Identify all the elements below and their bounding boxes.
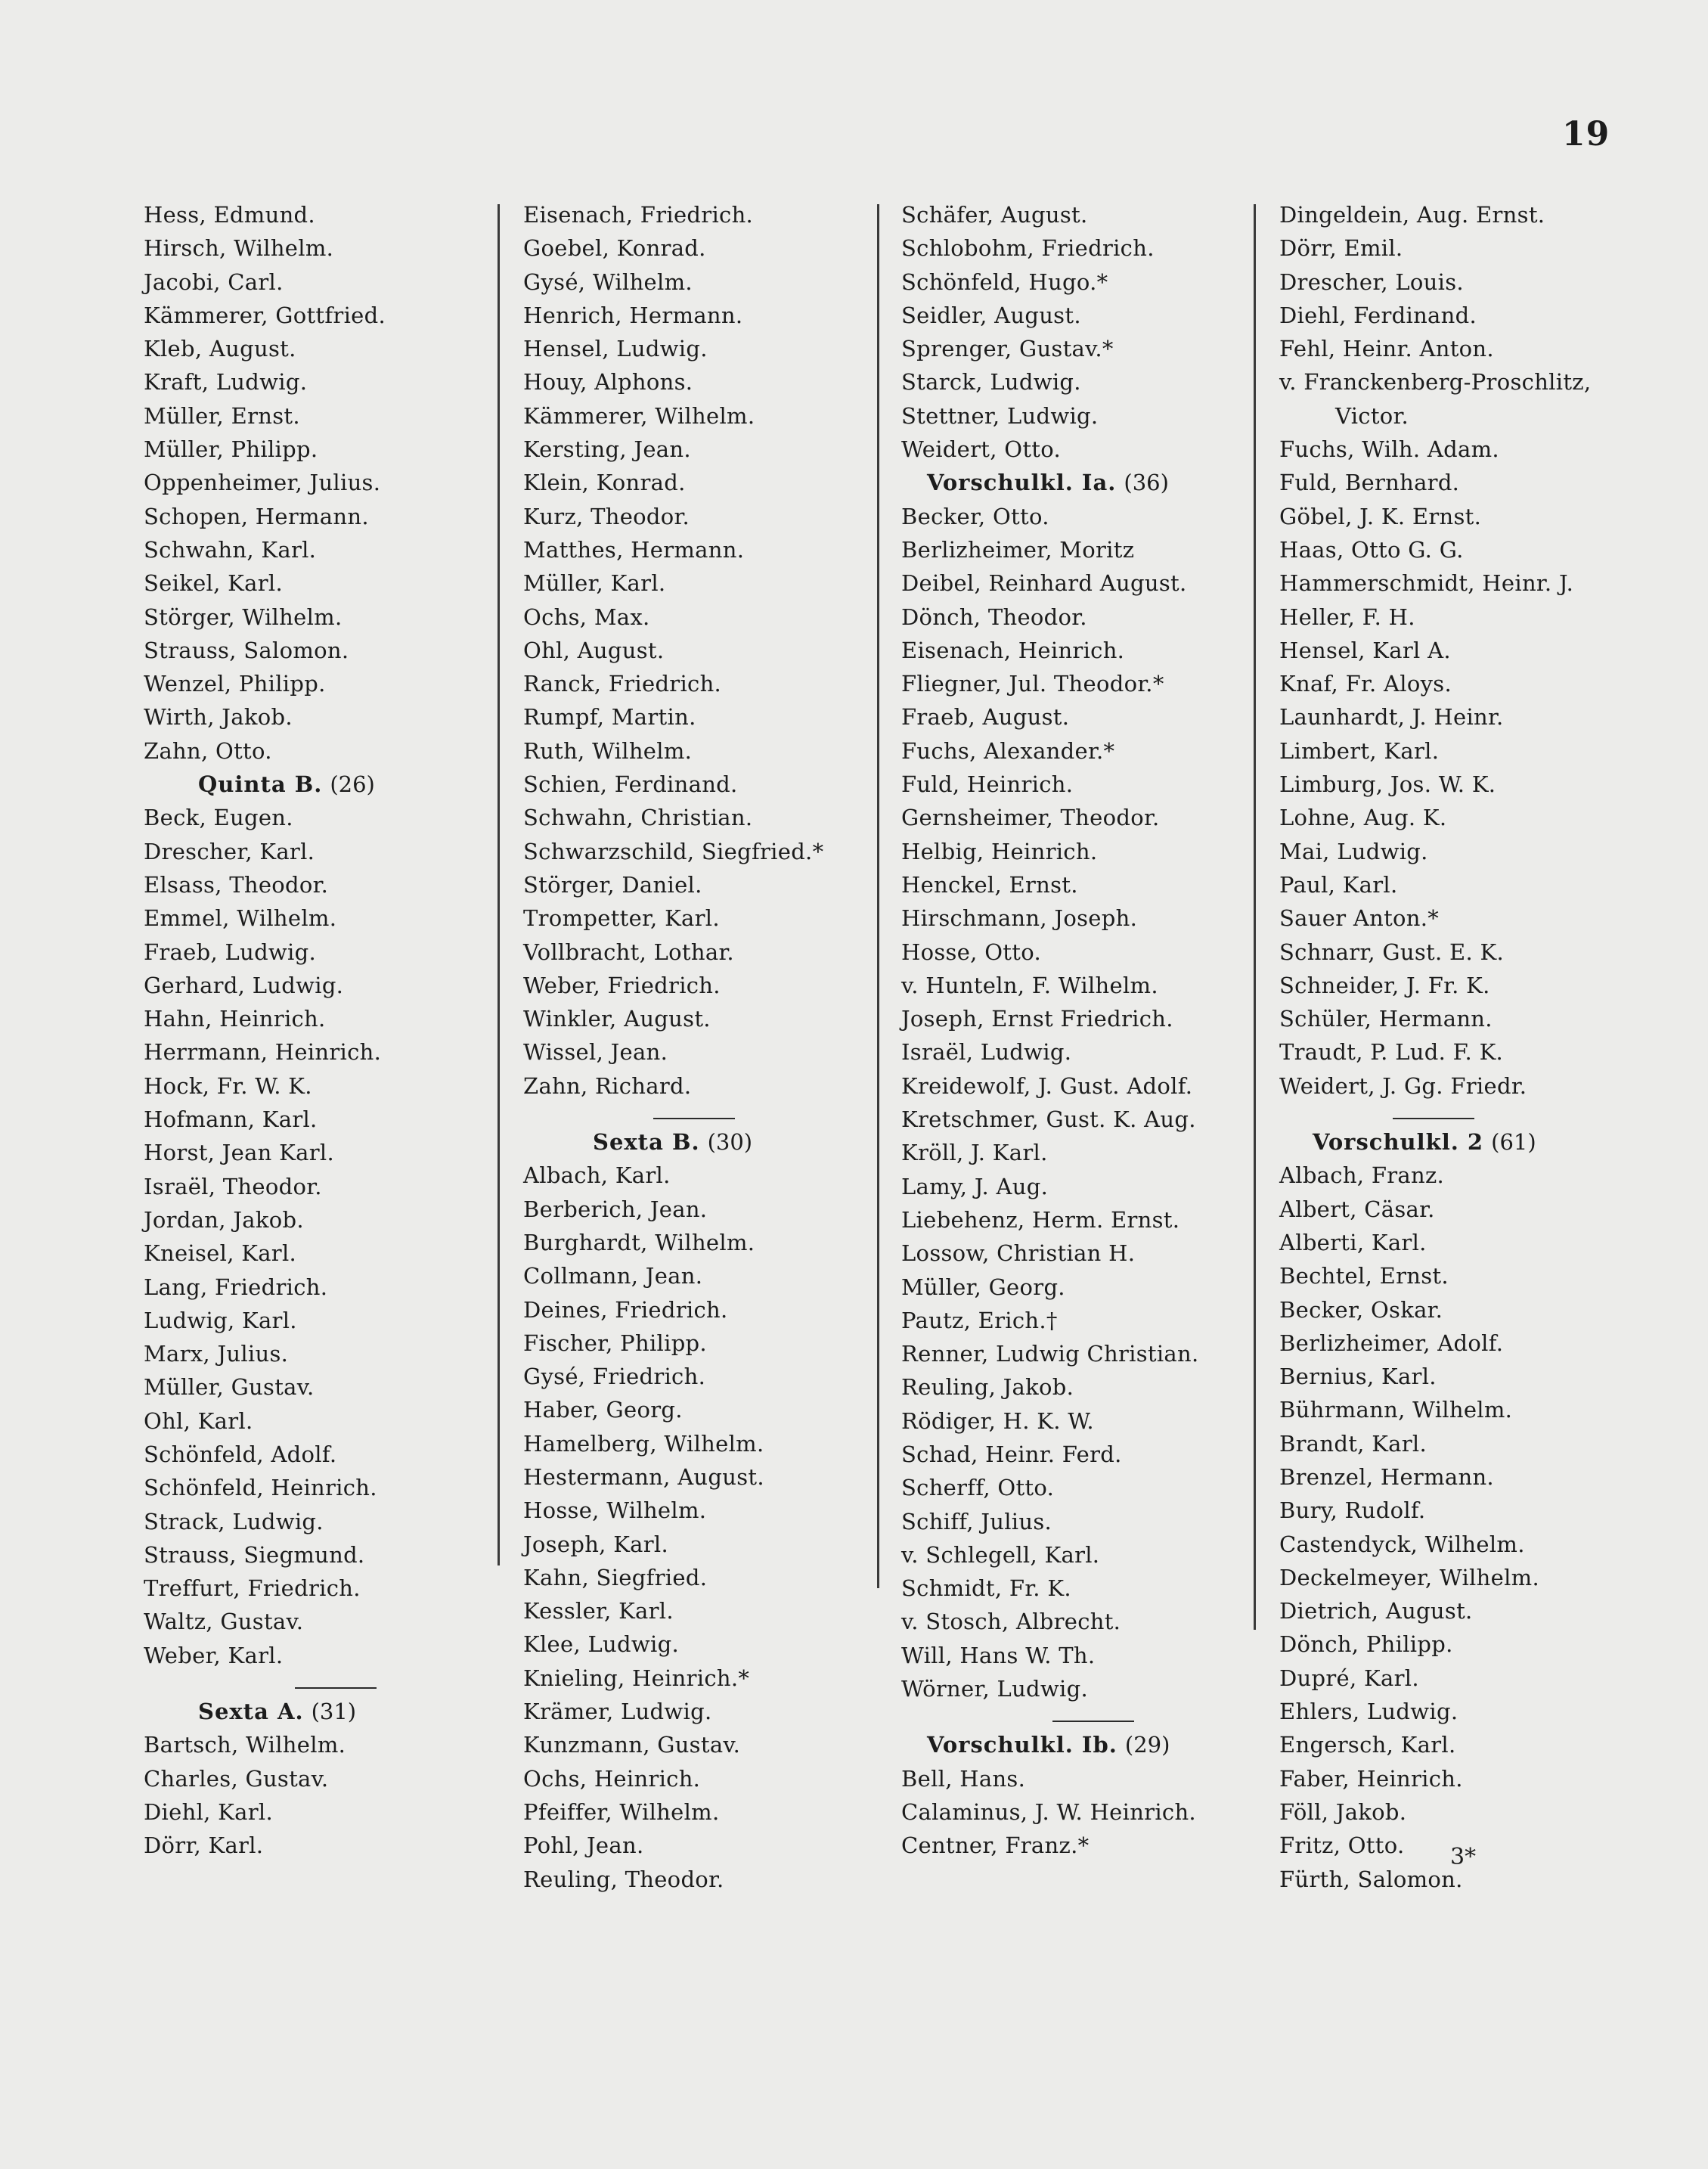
class-name: Vorschulkl. Ib. <box>927 1732 1117 1758</box>
student-name: Fliegner, Jul. Theodor.* <box>901 671 1164 697</box>
student-name: Hirsch, Wilhelm. <box>144 235 334 262</box>
class-heading <box>1279 1125 1616 1159</box>
student-name: Lamy, J. Aug. <box>901 1173 1049 1199</box>
student-name: Störger, Daniel. <box>523 871 702 898</box>
student-name: Diehl, Ferdinand. <box>1279 302 1477 328</box>
student-name: Rumpf, Martin. <box>523 704 696 731</box>
name-column-3 <box>901 198 1272 1863</box>
class-heading <box>144 1695 514 1728</box>
student-name: Müller, Karl. <box>523 570 666 597</box>
student-name: Mai, Ludwig. <box>1279 838 1428 864</box>
student-name: Dupré, Karl. <box>1279 1665 1419 1691</box>
student-name: Ruth, Wilhelm. <box>523 737 693 764</box>
student-name: Ludwig, Karl. <box>144 1307 297 1333</box>
class-count: (31) <box>311 1699 357 1725</box>
class-count: (36) <box>1124 470 1169 496</box>
student-name: Limbert, Karl. <box>1279 737 1440 764</box>
student-name: Seikel, Karl. <box>144 570 283 597</box>
student-name: Limburg, Jos. W. K. <box>1279 771 1496 798</box>
student-name: Dönch, Theodor. <box>901 604 1087 630</box>
class-count: (26) <box>330 771 375 798</box>
student-name: Joseph, Ernst Friedrich. <box>901 1006 1173 1032</box>
student-name: Fuld, Heinrich. <box>901 771 1074 798</box>
section-separator <box>1393 1118 1474 1119</box>
student-name: Matthes, Hermann. <box>523 536 745 563</box>
student-name: Israël, Theodor. <box>144 1173 322 1199</box>
student-name: Müller, Georg. <box>901 1274 1065 1300</box>
student-name: Starck, Ludwig. <box>901 369 1081 396</box>
student-name: Reuling, Theodor. <box>523 1866 724 1892</box>
sheet-signature: 3* <box>1450 1844 1477 1870</box>
student-name: Störger, Wilhelm. <box>144 604 343 630</box>
student-name: Drescher, Karl. <box>144 838 315 864</box>
student-name: Engersch, Karl. <box>1279 1732 1456 1758</box>
student-name: Berberich, Jean. <box>523 1196 708 1222</box>
student-name: Schopen, Hermann. <box>144 503 369 529</box>
student-name: Jordan, Jakob. <box>144 1206 304 1233</box>
student-name: Schien, Ferdinand. <box>523 771 738 798</box>
student-name: Kraft, Ludwig. <box>144 369 308 396</box>
student-name: v. Stosch, Albrecht. <box>901 1609 1121 1635</box>
student-name: Bechtel, Ernst. <box>1279 1263 1449 1289</box>
student-name: Berlizheimer, Adolf. <box>1279 1330 1504 1356</box>
student-name: Kreidewolf, J. Gust. Adolf. <box>901 1072 1193 1099</box>
student-name: Goebel, Konrad. <box>523 235 706 262</box>
student-name: Traudt, P. Lud. F. K. <box>1279 1039 1504 1066</box>
student-name: Hock, Fr. W. K. <box>144 1072 312 1099</box>
class-name: Vorschulkl. 2 <box>1313 1129 1484 1156</box>
class-count: (61) <box>1491 1129 1536 1156</box>
student-name: Will, Hans W. Th. <box>901 1642 1096 1668</box>
student-name: Schmidt, Fr. K. <box>901 1575 1071 1602</box>
student-name: Horst, Jean Karl. <box>144 1140 334 1166</box>
student-name: Weidert, Otto. <box>901 436 1062 463</box>
student-name: Kahn, Siegfried. <box>523 1564 708 1590</box>
student-name: Pfeiffer, Wilhelm. <box>523 1798 720 1825</box>
student-name: Wirth, Jakob. <box>144 704 293 731</box>
student-name: Treffurt, Friedrich. <box>144 1575 361 1602</box>
section-separator <box>295 1687 377 1689</box>
student-name: Alberti, Karl. <box>1279 1229 1427 1255</box>
page-number: 19 <box>1562 115 1610 154</box>
student-name: Schäfer, August. <box>901 202 1088 228</box>
student-name: Schönfeld, Adolf. <box>144 1441 337 1467</box>
student-name: Fraeb, Ludwig. <box>144 939 317 965</box>
student-name: Kersting, Jean. <box>523 436 691 463</box>
student-name: Schad, Heinr. Ferd. <box>901 1441 1122 1467</box>
student-name: Beck, Eugen. <box>144 805 293 831</box>
student-name: Schwahn, Karl. <box>144 536 317 563</box>
student-name: Wörner, Ludwig. <box>901 1676 1088 1702</box>
student-name: Lang, Friedrich. <box>144 1274 328 1300</box>
student-name: Calaminus, J. W. Heinrich. <box>901 1798 1196 1825</box>
student-name: Albach, Franz. <box>1279 1162 1445 1189</box>
student-name: Houy, Alphons. <box>523 369 693 396</box>
student-name: Kurz, Theodor. <box>523 503 690 529</box>
student-name: Ranck, Friedrich. <box>523 671 722 697</box>
student-name: Gerhard, Ludwig. <box>144 972 344 998</box>
student-name: Pautz, Erich.† <box>901 1307 1058 1333</box>
student-name: Kämmerer, Gottfried. <box>144 302 386 328</box>
student-name: Ohl, August. <box>523 637 665 663</box>
class-count: (30) <box>707 1129 753 1156</box>
student-name: Göbel, J. K. Ernst. <box>1279 503 1482 529</box>
student-name: Vollbracht, Lothar. <box>523 939 734 965</box>
student-name: Strack, Ludwig. <box>144 1508 324 1534</box>
student-name: Bell, Hans. <box>901 1765 1026 1792</box>
class-count: (29) <box>1124 1732 1170 1758</box>
student-name: Bührmann, Wilhelm. <box>1279 1397 1513 1423</box>
student-name: Schönfeld, Hugo.* <box>901 268 1108 295</box>
student-name: Hahn, Heinrich. <box>144 1006 326 1032</box>
section-separator <box>1052 1721 1134 1722</box>
student-name: Fuchs, Wilh. Adam. <box>1279 436 1499 463</box>
student-name: Liebehenz, Herm. Ernst. <box>901 1206 1180 1233</box>
student-name: Eisenach, Friedrich. <box>523 202 754 228</box>
class-name: Vorschulkl. Ia. <box>927 470 1117 496</box>
student-name: Klee, Ludwig. <box>523 1631 679 1658</box>
student-name: Schwahn, Christian. <box>523 805 753 831</box>
student-name: Dietrich, August. <box>1279 1598 1473 1624</box>
student-name: Jacobi, Carl. <box>144 268 284 295</box>
student-name: Stettner, Ludwig. <box>901 402 1099 429</box>
student-name: v. Franckenberg-Proschlitz, <box>1279 369 1592 396</box>
student-name: v. Hunteln, F. Wilhelm. <box>901 972 1158 998</box>
student-name: Centner, Franz.* <box>901 1832 1090 1859</box>
student-name: Emmel, Wilhelm. <box>144 905 337 932</box>
student-name: Wissel, Jean. <box>523 1039 668 1066</box>
student-name: Gernsheimer, Theodor. <box>901 805 1160 831</box>
student-name: Zahn, Otto. <box>144 737 272 764</box>
student-name: Burghardt, Wilhelm. <box>523 1229 755 1255</box>
student-name: Henrich, Hermann. <box>523 302 743 328</box>
student-name: Hofmann, Karl. <box>144 1106 318 1133</box>
student-name: Kämmerer, Wilhelm. <box>523 402 755 429</box>
student-name: Fehl, Heinr. Anton. <box>1279 336 1494 362</box>
student-name: Collmann, Jean. <box>523 1263 703 1289</box>
student-name: Kretschmer, Gust. K. Aug. <box>901 1106 1196 1133</box>
student-name: Hammerschmidt, Heinr. J. <box>1279 570 1574 597</box>
student-name: Becker, Oskar. <box>1279 1296 1443 1323</box>
student-name: Fritz, Otto. <box>1279 1832 1405 1859</box>
student-name: Schüler, Hermann. <box>1279 1006 1493 1032</box>
student-name: v. Schlegell, Karl. <box>901 1541 1100 1568</box>
student-name: Reuling, Jakob. <box>901 1374 1074 1401</box>
student-name: Schnarr, Gust. E. K. <box>1279 939 1505 965</box>
student-name: Renner, Ludwig Christian. <box>901 1341 1199 1367</box>
student-name: Oppenheimer, Julius. <box>144 470 381 496</box>
student-name: Bartsch, Wilhelm. <box>144 1732 346 1758</box>
student-name: Knaf, Fr. Aloys. <box>1279 671 1452 697</box>
student-name: Bernius, Karl. <box>1279 1364 1437 1390</box>
student-name: Zahn, Richard. <box>523 1072 692 1099</box>
student-name: Schlobohm, Friedrich. <box>901 235 1155 262</box>
student-name: Ochs, Heinrich. <box>523 1765 701 1792</box>
class-heading <box>523 1125 894 1159</box>
student-name: Hamelberg, Wilhelm. <box>523 1430 764 1457</box>
student-name: Bury, Rudolf. <box>1279 1497 1426 1524</box>
student-name: Kneisel, Karl. <box>144 1240 297 1267</box>
student-name: Trompetter, Karl. <box>523 905 720 932</box>
student-name: Haas, Otto G. G. <box>1279 536 1464 563</box>
student-name: Fischer, Philipp. <box>523 1330 707 1356</box>
class-heading <box>901 1728 1272 1761</box>
student-name: Heller, F. H. <box>1279 604 1415 630</box>
student-name: Weber, Friedrich. <box>523 972 721 998</box>
class-name: Sexta A. <box>198 1699 304 1725</box>
student-name: Strauss, Salomon. <box>144 637 349 663</box>
student-name: Herrmann, Heinrich. <box>144 1039 382 1066</box>
class-name: Quinta B. <box>198 771 323 798</box>
student-name: Hirschmann, Joseph. <box>901 905 1138 932</box>
student-name: Rödiger, H. K. W. <box>901 1407 1094 1434</box>
student-name: Haber, Georg. <box>523 1397 683 1423</box>
student-name: Albach, Karl. <box>523 1162 671 1189</box>
student-name: Hensel, Karl A. <box>1279 637 1451 663</box>
student-name: Ochs, Max. <box>523 604 650 630</box>
student-name: Lohne, Aug. K. <box>1279 805 1447 831</box>
student-name: Winkler, August. <box>523 1006 711 1032</box>
class-name: Sexta B. <box>593 1129 700 1156</box>
student-name: Weber, Karl. <box>144 1642 284 1668</box>
student-name: Becker, Otto. <box>901 503 1049 529</box>
student-name: Deines, Friedrich. <box>523 1296 728 1323</box>
student-name: Gysé, Friedrich. <box>523 1364 706 1390</box>
student-name: Müller, Philipp. <box>144 436 318 463</box>
student-name: Hosse, Otto. <box>901 939 1041 965</box>
student-name: Castendyck, Wilhelm. <box>1279 1531 1525 1557</box>
student-name: Gysé, Wilhelm. <box>523 268 693 295</box>
student-name: Diehl, Karl. <box>144 1798 273 1825</box>
student-name: Sprenger, Gustav.* <box>901 336 1114 362</box>
student-name: Deckelmeyer, Wilhelm. <box>1279 1564 1539 1590</box>
student-name: Knieling, Heinrich.* <box>523 1665 750 1691</box>
student-name: Brandt, Karl. <box>1279 1430 1427 1457</box>
student-name: Brenzel, Hermann. <box>1279 1463 1494 1490</box>
student-name: Dörr, Emil. <box>1279 235 1403 262</box>
student-name: Fuld, Bernhard. <box>1279 470 1460 496</box>
student-name: Paul, Karl. <box>1279 871 1398 898</box>
name-column-4 <box>1279 198 1616 1896</box>
student-name: Joseph, Karl. <box>523 1531 669 1557</box>
student-name: Launhardt, J. Heinr. <box>1279 704 1504 731</box>
student-name: Klein, Konrad. <box>523 470 686 496</box>
class-heading <box>901 466 1272 499</box>
student-name: Kunzmann, Gustav. <box>523 1732 741 1758</box>
student-name: Waltz, Gustav. <box>144 1609 304 1635</box>
student-name: Scherff, Otto. <box>901 1475 1055 1501</box>
student-name: Wenzel, Philipp. <box>144 671 326 697</box>
student-name: Eisenach, Heinrich. <box>901 637 1125 663</box>
class-heading <box>144 768 514 801</box>
student-name: Föll, Jakob. <box>1279 1798 1407 1825</box>
student-name: Israël, Ludwig. <box>901 1039 1072 1066</box>
student-name: Lossow, Christian H. <box>901 1240 1136 1267</box>
student-name: Henckel, Ernst. <box>901 871 1078 898</box>
student-name: Schwarzschild, Siegfried.* <box>523 838 824 864</box>
student-name: Kessler, Karl. <box>523 1598 674 1624</box>
student-name: Hensel, Ludwig. <box>523 336 708 362</box>
student-name: Dönch, Philipp. <box>1279 1631 1453 1658</box>
student-name: Müller, Ernst. <box>144 402 300 429</box>
student-name: Krämer, Ludwig. <box>523 1699 712 1725</box>
student-name: Marx, Julius. <box>144 1341 289 1367</box>
student-name: Ehlers, Ludwig. <box>1279 1699 1458 1725</box>
student-name: Charles, Gustav. <box>144 1765 329 1792</box>
student-name: Victor. <box>1335 402 1409 429</box>
student-name: Dingeldein, Aug. Ernst. <box>1279 202 1545 228</box>
student-name: Helbig, Heinrich. <box>901 838 1098 864</box>
student-name: Faber, Heinrich. <box>1279 1765 1463 1792</box>
student-name: Schneider, J. Fr. K. <box>1279 972 1490 998</box>
student-name: Kleb, August. <box>144 336 296 362</box>
student-name: Albert, Cäsar. <box>1279 1196 1435 1222</box>
student-name: Weidert, J. Gg. Friedr. <box>1279 1072 1527 1099</box>
student-name: Hess, Edmund. <box>144 202 315 228</box>
student-name: Schiff, Julius. <box>901 1508 1052 1534</box>
student-name: Pohl, Jean. <box>523 1832 644 1859</box>
student-name: Hosse, Wilhelm. <box>523 1497 707 1524</box>
student-name: Fürth, Salomon. <box>1279 1866 1463 1892</box>
student-name: Dörr, Karl. <box>144 1832 264 1859</box>
student-name: Strauss, Siegmund. <box>144 1541 365 1568</box>
student-name: Seidler, August. <box>901 302 1081 328</box>
student-name: Schönfeld, Heinrich. <box>144 1475 377 1501</box>
student-name: Sauer Anton.* <box>1279 905 1440 932</box>
student-name: Deibel, Reinhard August. <box>901 570 1187 597</box>
name-column-2 <box>523 198 894 1896</box>
student-name: Berlizheimer, Moritz <box>901 536 1135 563</box>
student-name: Fraeb, August. <box>901 704 1070 731</box>
name-column-1 <box>144 198 514 1863</box>
section-separator <box>653 1118 735 1119</box>
student-name: Ohl, Karl. <box>144 1407 253 1434</box>
student-name: Hestermann, August. <box>523 1463 764 1490</box>
student-name: Drescher, Louis. <box>1279 268 1464 295</box>
student-name: Müller, Gustav. <box>144 1374 315 1401</box>
student-name: Fuchs, Alexander.* <box>901 737 1115 764</box>
student-name: Kröll, J. Karl. <box>901 1140 1048 1166</box>
student-name: Elsass, Theodor. <box>144 871 329 898</box>
